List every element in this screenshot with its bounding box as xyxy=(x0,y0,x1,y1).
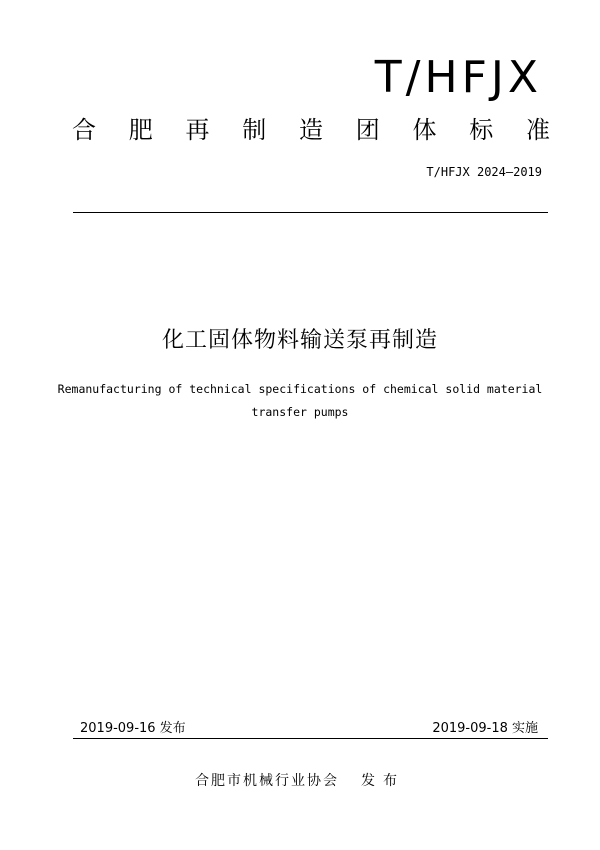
header-divider xyxy=(73,212,548,213)
organization-title-char: 造 xyxy=(299,116,323,144)
organization-title-char: 合 xyxy=(72,116,96,144)
implementation-date: 2019-09-18 实施 xyxy=(432,721,538,736)
issuing-organization: 合肥市机械行业协会 xyxy=(195,773,339,789)
publisher-line xyxy=(0,771,600,791)
document-title-zh: 化工固体物料输送泵再制造 xyxy=(161,328,438,353)
organization-title-char: 制 xyxy=(242,116,267,144)
document-title-en-line: Remanufacturing of technical specifications of chemical solid material xyxy=(57,382,543,396)
document-title-en-line: transfer pumps xyxy=(251,405,349,419)
document-number: T/HFJX 2024—2019 xyxy=(426,165,542,179)
organization-title-char: 再 xyxy=(185,116,210,144)
organization-title-char: 体 xyxy=(412,116,437,144)
organization-title-char: 肥 xyxy=(128,116,153,144)
organization-title-char: 准 xyxy=(526,116,550,144)
issue-verb: 发布 xyxy=(361,773,405,789)
footer-divider xyxy=(73,738,548,739)
organization-title-char: 标 xyxy=(469,116,494,144)
standard-code: T/HFJX xyxy=(374,52,542,103)
organization-title-char: 团 xyxy=(355,116,380,144)
issue-date: 2019-09-16 发布 xyxy=(80,721,186,736)
organization-title xyxy=(72,114,550,146)
document-title-en xyxy=(40,378,560,424)
